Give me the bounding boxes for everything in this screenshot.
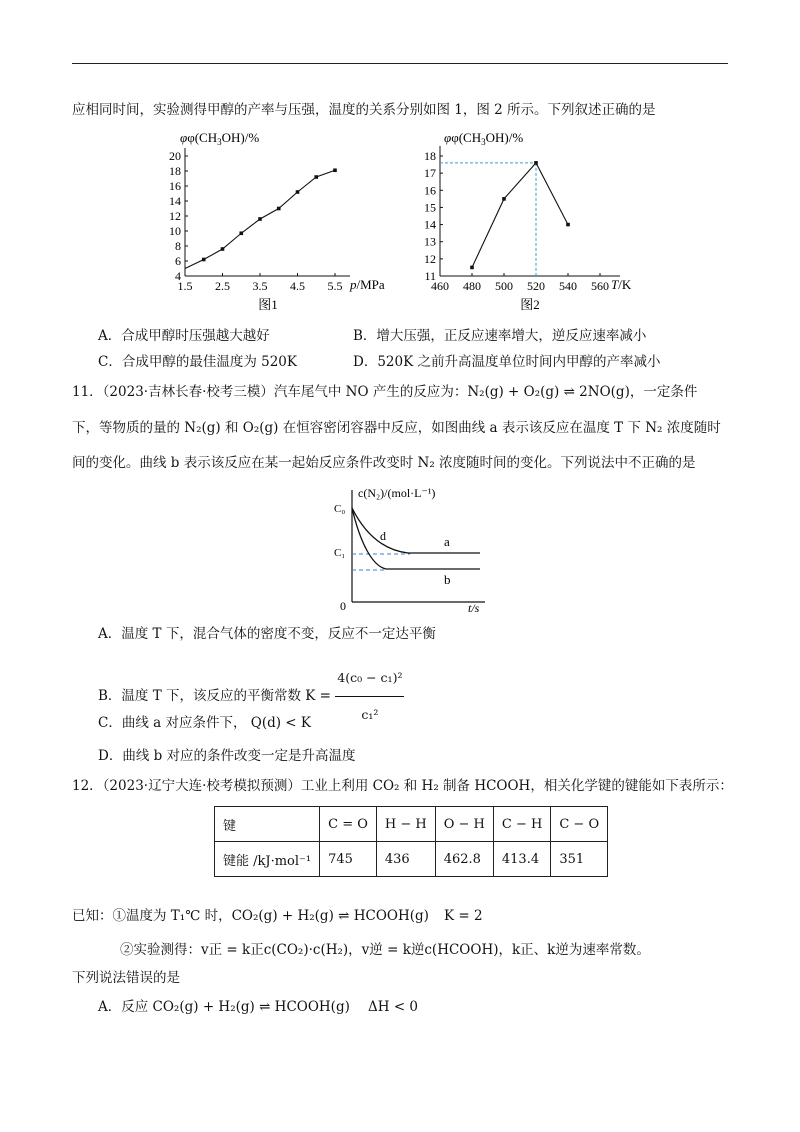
q12-known1-k: K = 2 <box>444 908 483 924</box>
table-row <box>215 842 608 877</box>
q12-question: 下列说法错误的是 <box>72 970 180 986</box>
y-tick-label: 16 <box>424 183 436 198</box>
data-point <box>277 207 281 211</box>
x-tick-label: 2.5 <box>215 279 230 293</box>
q11-graph-ylabel: c(N₂)/(mol·L⁻¹) <box>358 486 436 500</box>
q11-option-d: D．曲线 b 对应的条件改变一定是升高温度 <box>98 748 356 764</box>
y-tick-label: 18 <box>169 164 181 178</box>
table-cell: C − O <box>551 807 608 842</box>
intro-line: 应相同时间，实验测得甲醇的产率与压强，温度的关系分别如图 1，图 2 所示。下列叙述正确的是 <box>72 102 656 118</box>
fig2-ylabel: $\varphi\varphi(CH_3OH)/\%$ <box>444 130 524 147</box>
x-tick-label: 500 <box>495 279 513 293</box>
q11-graph <box>330 482 490 614</box>
table-cell: 436 <box>376 842 435 877</box>
q10-option-b: B．增大压强，正反应速率增大，逆反应速率减小 <box>353 328 647 344</box>
y-tick-label: 12 <box>169 209 181 223</box>
q11-line1: 11．（2023·吉林长春·校考三模）汽车尾气中 NO 产生的反应为：N₂(g) + O₂(g) ⇌ 2NO(g)，一定条件 <box>72 384 698 400</box>
q11-label-a: a <box>444 534 450 549</box>
x-tick-label: 460 <box>431 279 449 293</box>
y-tick-label: 16 <box>169 179 181 193</box>
q11-equation: N₂(g) + O₂(g) ⇌ 2NO(g) <box>467 384 630 400</box>
bond-energy-table <box>214 806 608 877</box>
data-point <box>470 266 474 270</box>
y-tick-label: 4 <box>175 269 181 283</box>
q11-xlabel: t/s <box>468 601 480 614</box>
fig1-caption: 图1 <box>258 297 278 312</box>
q11-curve-b <box>352 508 480 569</box>
y-tick-label: 12 <box>424 251 436 266</box>
q12-known2: ②实验测得：v正 = k正c(CO₂)·c(H₂)，v逆 = k逆c(HCOOH)，k正、k逆为速率常数。 <box>120 942 650 958</box>
fig2-caption: 图2 <box>520 297 540 312</box>
x-tick-label: 3.5 <box>252 279 268 293</box>
figure-2 <box>420 126 660 316</box>
q10-option-a: A．合成甲醇时压强越大越好 <box>98 328 270 344</box>
table-cell: O − H <box>435 807 493 842</box>
q11-option-c: C．曲线 a 对应条件下， Q(d) < K <box>98 715 311 731</box>
q12-line1: 12．（2023·辽宁大连·校考模拟预测）工业上利用 CO₂ 和 H₂ 制备 HCOOH，相关化学键的键能如下表所示： <box>72 778 733 794</box>
y-tick-label: 14 <box>169 194 181 208</box>
data-point <box>314 175 318 179</box>
y-tick-label: 17 <box>424 166 436 181</box>
table-cell: 键 <box>215 807 320 842</box>
table-cell: H − H <box>376 807 435 842</box>
y-tick-label: 10 <box>169 224 181 238</box>
data-point <box>202 258 206 262</box>
q11-origin-label: 0 <box>340 599 346 613</box>
q11-option-a: A．温度 T 下，混合气体的密度不变，反应不一定达平衡 <box>98 626 436 642</box>
data-point <box>534 161 538 165</box>
x-tick-label: 1.5 <box>177 279 193 293</box>
q12-option-a-dh: ΔH < 0 <box>368 999 419 1015</box>
q10-option-d: D．520K 之前升高温度单位时间内甲醇的产率减小 <box>353 354 661 370</box>
data-point <box>239 231 243 235</box>
table-cell: 462.8 <box>435 842 493 877</box>
q11-line2: 下，等物质的量的 N₂(g) 和 O₂(g) 在恒容密闭容器中反应，如图曲线 a 表示该反应在温度 T 下 N₂ 浓度随时 <box>72 420 721 436</box>
series-line <box>472 163 568 268</box>
q10-option-c: C．合成甲醇的最佳温度为 520K <box>98 354 297 370</box>
q11-option-b-fraction: $\frac{\text{4(c₀ − c₁)²}}{\text{c₁²}}$ <box>335 660 404 733</box>
table-cell: 键能 /kJ·mol⁻¹ <box>215 842 320 877</box>
y-tick-label: 13 <box>424 234 436 249</box>
q11-line3: 间的变化。曲线 b 表示该反应在某一起始反应条件改变时 N₂ 浓度随时间的变化。下列说法中不正确的是 <box>72 455 696 471</box>
y-tick-label: 15 <box>424 200 436 215</box>
data-point <box>258 217 262 221</box>
q11-c0-label: C₀ <box>334 503 346 515</box>
data-point <box>566 223 570 227</box>
y-tick-label: 14 <box>424 217 436 232</box>
data-point <box>333 168 337 172</box>
q11-c1-label: C₁ <box>334 547 346 559</box>
y-tick-label: 11 <box>424 269 436 283</box>
x-tick-label: 520 <box>527 279 545 293</box>
fig2-xlabel: T/K <box>611 277 632 292</box>
data-point <box>502 197 506 201</box>
x-tick-label: 540 <box>559 279 577 293</box>
q11-option-b: B．温度 T 下，该反应的平衡常数 K = $\frac{\text{4(c₀ − c₁)²}}{\text{c₁²}}$ <box>98 660 404 733</box>
fig1-xlabel: p/MPa <box>350 277 385 292</box>
q11-curve-a <box>352 508 480 553</box>
x-tick-label: 4.5 <box>290 279 305 293</box>
y-tick-label: 6 <box>175 254 181 268</box>
data-point <box>296 190 300 194</box>
q11-label-d: d <box>380 529 386 543</box>
table-cell: C − H <box>493 807 550 842</box>
q12-known1: 已知：①温度为 T₁℃ 时，CO₂(g) + H₂(g) ⇌ HCOOH(g) <box>72 908 429 924</box>
table-cell: 351 <box>551 842 608 877</box>
y-tick-label: 8 <box>175 239 181 253</box>
x-tick-label: 5.5 <box>327 279 343 293</box>
table-cell: C = O <box>320 807 377 842</box>
table-cell: 413.4 <box>493 842 550 877</box>
x-tick-label: 480 <box>463 279 481 293</box>
header-rule <box>72 63 728 64</box>
fig1-ylabel: $\varphi\varphi(CH_3OH)/\%$ <box>180 130 260 147</box>
table-header-row <box>215 807 608 842</box>
y-tick-label: 18 <box>424 149 436 163</box>
x-tick-label: 560 <box>591 279 609 293</box>
y-tick-label: 20 <box>169 149 181 163</box>
figure-1 <box>150 126 410 316</box>
q11-label-b: b <box>444 572 451 587</box>
q12-option-a: A．反应 CO₂(g) + H₂(g) ⇌ HCOOH(g) <box>98 999 350 1015</box>
table-cell: 745 <box>320 842 377 877</box>
data-point <box>221 247 225 251</box>
